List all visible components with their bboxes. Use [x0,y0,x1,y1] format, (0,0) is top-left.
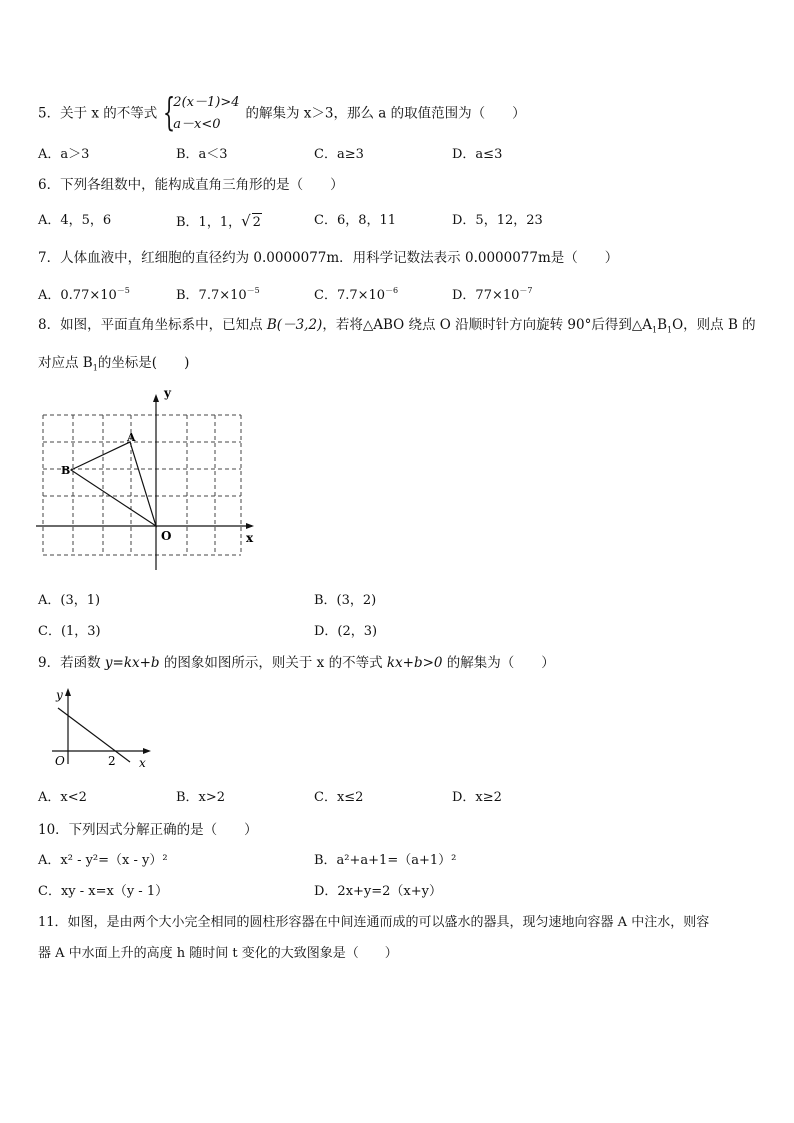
q9-option-a[interactable]: A．x<2 [38,790,87,805]
question-5 [38,92,526,136]
q6-option-a[interactable]: A．4，5，6 [38,213,112,228]
q5-suffix: 的解集为 x＞3，那么 a 的取值范围为（ ） [245,105,526,122]
q7-option-d-base: D．77×10 [452,288,520,303]
q7-option-b-exp: －5 [246,286,260,295]
q7-option-b-base: B．7.7×10 [176,288,247,303]
q9-label-two: 2 [108,754,116,768]
q9-label-o: O [55,754,65,768]
q8-stem-a: 8．如图，平面直角坐标系中，已知点 [38,317,267,333]
q7-option-c-exp: －6 [385,286,399,295]
q7-option-c[interactable] [314,282,398,305]
q8-x-axis-arrow-icon [246,523,254,529]
q8-label-a: A [127,431,136,444]
q8-label-x: x [246,531,254,545]
q8-option-b[interactable]: B．(3，2) [314,593,377,608]
q8-line2-sub: 1 [92,363,98,373]
q8-stem-d: O，则点 B 的 [672,317,756,333]
question-6: 6．下列各组数中，能构成直角三角形的是（ ） [38,177,344,193]
q9-stem-b: 的图象如图所示，则关于 x 的不等式 [159,655,387,671]
sqrt-icon: √ [241,212,251,230]
q9-function: y=kx+b [104,655,160,671]
q9-inequality: kx+b>0 [386,655,443,671]
question-11-line-2: 器 A 中水面上升的高度 h 随时间 t 变化的大致图象是（ ） [38,946,398,961]
q8-coordinate-figure [34,380,264,575]
q5-option-d[interactable]: D．a≤3 [452,147,503,162]
q8-line2-a: 对应点 B [38,355,93,371]
q5-option-b[interactable]: B．a＜3 [176,147,228,162]
q10-option-a[interactable]: A．x² - y²=（x - y）² [38,853,168,868]
q7-option-d[interactable] [452,282,533,305]
q8-line2-b: 的坐标是( ) [97,355,190,371]
q6-option-b-text: B．1，1， [176,215,242,230]
q8-sub-a1: 1 [652,325,658,335]
question-9 [38,654,555,672]
q10-option-c[interactable]: C．xy - x=x（y - 1） [38,884,169,899]
q9-option-c[interactable]: C．x≤2 [314,790,364,805]
q6-option-b[interactable] [176,212,262,232]
q5-option-c[interactable]: C．a≥3 [314,147,364,162]
q7-option-b[interactable] [176,282,260,305]
q8-label-o: O [161,529,172,543]
q8-label-b: B [61,464,71,477]
q6-option-d[interactable]: D．5，12，23 [452,213,543,228]
q9-option-b[interactable]: B．x>2 [176,790,226,805]
q5-system-line-1: 2(x－1)>4 [173,95,240,110]
q8-stem-b: ，若将△ABO 绕点 O 沿顺时针方向旋转 90°后得到△A [322,317,652,333]
q9-y-axis-arrow-icon [65,688,71,696]
q7-option-c-base: C．7.7×10 [314,288,386,303]
q5-option-a[interactable]: A．a＞3 [38,147,90,162]
q5-prefix: 5．关于 x 的不等式 [38,105,158,122]
q5-system-line-2: a－x<0 [173,117,221,132]
q9-line-graph [50,682,160,772]
q9-option-d[interactable]: D．x≥2 [452,790,502,805]
q9-stem-c: 的解集为（ ） [442,655,555,671]
q8-stem-c: B [657,317,668,333]
q9-label-y: y [56,688,63,702]
q8-y-axis-arrow-icon [153,394,159,402]
q7-option-a-base: A．0.77×10 [38,288,117,303]
q8-sub-b1: 1 [667,325,673,335]
q9-label-x: x [139,756,146,770]
q6-option-c[interactable]: C．6，8，11 [314,213,397,228]
q9-x-axis-arrow-icon [143,748,151,754]
q9-stem-a: 9．若函数 [38,655,105,671]
question-10: 10．下列因式分解正确的是（ ） [38,822,258,838]
q7-option-d-exp: －7 [519,286,533,295]
question-11-line-1: 11．如图，是由两个大小完全相同的圆柱形容器在中间连通而成的可以盛水的器具，现匀速地向容器 A 中注水，则容 [38,915,710,930]
q8-point-b: B(－3,2) [266,317,323,333]
q6-option-b-radicand: 2 [252,215,261,230]
q10-option-d[interactable]: D．2x+y=2（x+y） [314,884,442,899]
q10-option-b[interactable]: B．a²+a+1=（a+1）² [314,853,457,868]
question-8-line-2 [38,354,189,378]
q8-triangle-abo [71,442,156,526]
q8-option-a[interactable]: A．(3，1) [38,593,101,608]
question-7: 7．人体血液中，红细胞的直径约为 0.0000077m．用科学记数法表示 0.0000077m是（ ） [38,250,619,266]
q7-option-a-exp: －5 [116,286,130,295]
q9-function-line [58,708,130,762]
q8-option-c[interactable]: C．(1，3) [38,624,101,639]
q8-label-y: y [164,386,171,400]
q5-inequality-system: { 2(x－1)>4 a－x<0 [163,90,240,134]
q8-option-d[interactable]: D．(2，3) [314,624,378,639]
q7-option-a[interactable] [38,282,130,305]
q8-grid [43,415,241,555]
question-8-line-1 [38,316,756,340]
